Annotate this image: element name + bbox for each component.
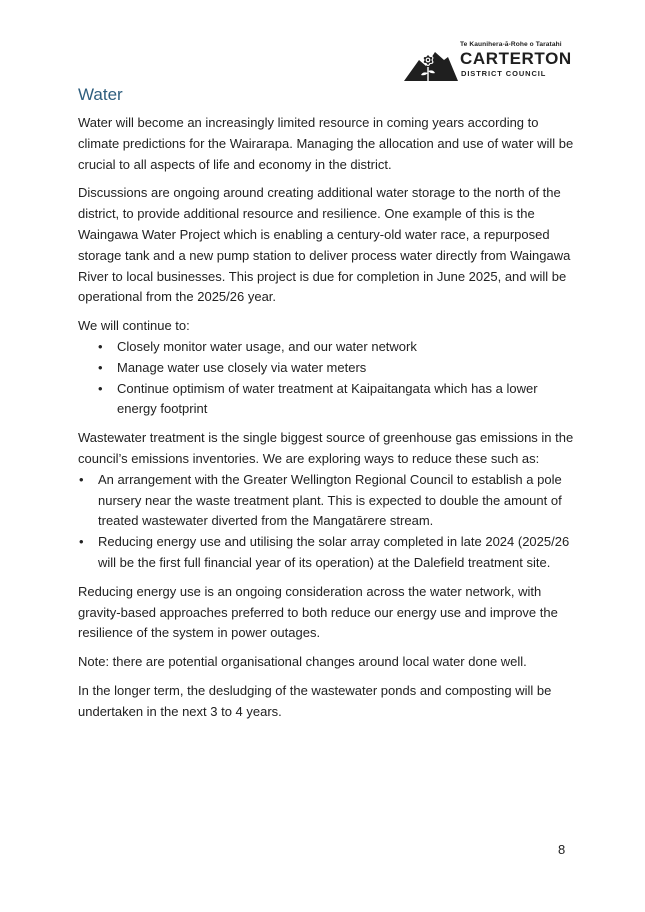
council-logo [404, 40, 572, 82]
logo-name: CARTERTON [460, 49, 572, 68]
continue-list [78, 337, 578, 420]
paragraph-longer-term: In the longer term, the desludging of the wastewater ponds and composting will be undertaken in the next 3 to 4 years. [78, 682, 552, 719]
list-item: • An arrangement with the Greater Wellington Regional Council to establish a pole nursery near the waste treatment plant. This is expected to double the amount of treated wastewater diverted from the Mangatārere stream. [78, 470, 578, 532]
mountain-flower-logo-icon [404, 40, 458, 82]
list-item: • Closely monitor water usage, and our water network [78, 337, 578, 358]
list-item: • Reducing energy use and utilising the solar array completed in late 2024 (2025/26 will be the first full financial year of its operation) at the Dalefield treatment site. [78, 532, 578, 574]
paragraph-energy-use: Reducing energy use is an ongoing consideration across the water network, with gravity-based approaches preferred to both reduce our energy use and improve the resilience of the system in power outages. [78, 583, 558, 641]
page-content [78, 84, 578, 731]
list-item: • Manage water use closely via water meters [78, 358, 578, 379]
paragraph-continue-intro: We will continue to: [78, 318, 190, 334]
paragraph-water-storage: Discussions are ongoing around creating additional water storage to the north of the district, to provide additional resource and resilience. One example of this is the Waingawa Water Project which is enabling a century-old water race, a repurposed storage tank and a new pump station to deliver process water directly from Waingawa River to local businesses. This project is due for completion in June 2025, and will be operational from the 2025/26 year. [78, 185, 571, 305]
page-number: 8 [558, 842, 566, 857]
logo-maori-name: Te Kaunihera-ā-Rohe o Taratahi [460, 41, 562, 48]
list-item: • Continue optimism of water treatment at Kaipaitangata which has a lower energy footprint [78, 379, 578, 421]
paragraph-note: Note: there are potential organisational changes around local water done well. [78, 654, 527, 670]
paragraph-wastewater: Wastewater treatment is the single biggest source of greenhouse gas emissions in the council’s emissions inventories. We are exploring ways to reduce these such as: [78, 430, 574, 466]
paragraph-water-resource: Water will become an increasingly limited resource in coming years according to climate predictions for the Wairarapa. Managing the allocation and use of water will be crucial to all aspects of life and economy in the district. [78, 115, 574, 172]
section-heading: Water [78, 85, 123, 104]
logo-subtitle: DISTRICT COUNCIL [461, 69, 547, 78]
wastewater-list [78, 470, 578, 574]
